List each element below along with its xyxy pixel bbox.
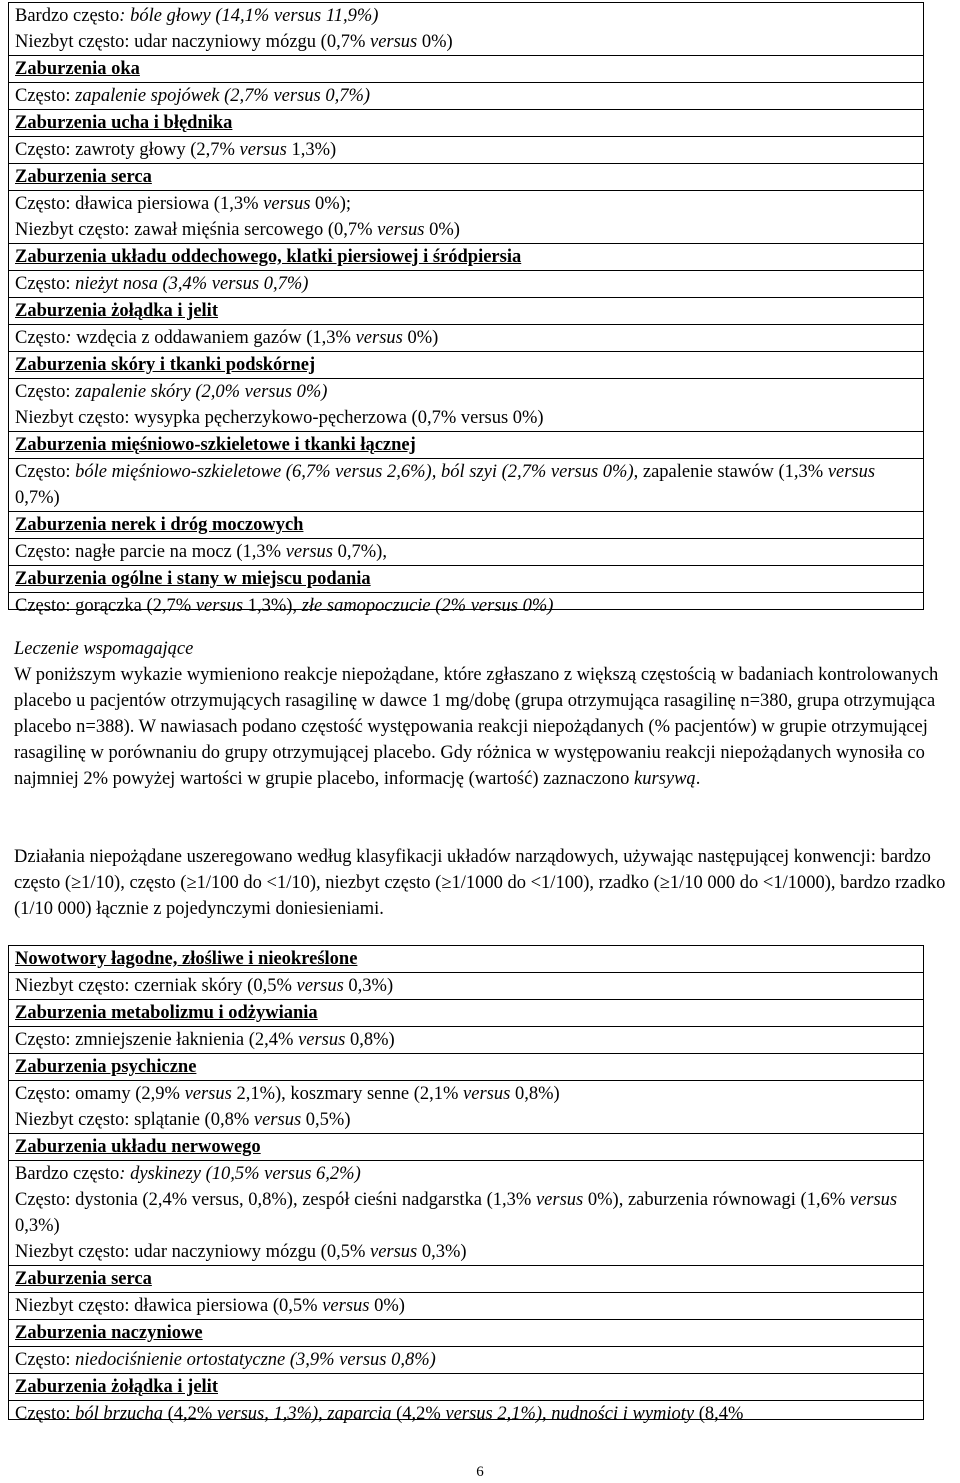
text: 11,9%) [321, 6, 379, 26]
section-lead-heading: Leczenie wspomagające [14, 639, 194, 659]
text: Często: nagłe parcie na mocz (1,3% [15, 542, 286, 562]
table-section-heading: Zaburzenia ogólne i stany w miejscu podania [9, 566, 923, 593]
intro-paragraph [14, 662, 950, 792]
text: 0,3%) [417, 1242, 467, 1262]
text: versus [849, 1190, 898, 1210]
text: 0,7%) [15, 488, 60, 508]
text: 0%) [369, 1296, 405, 1316]
text: Często: [15, 274, 76, 294]
table-row [9, 1401, 923, 1427]
text: versus [285, 542, 333, 562]
table-section-heading: Zaburzenia żołądka i jelit [9, 298, 923, 325]
text: Niezbyt często: wysypka pęcherzykowo-pęcherzowa (0,7% versus 0%) [15, 408, 544, 428]
text: niedociśnienie ortostatyczne (3,9% versus 0,8%) [75, 1350, 436, 1370]
text: Często: dystonia (2,4% versus, 0,8%), zespół cieśni nadgarstka (1,3% [15, 1190, 536, 1210]
text: versus [298, 1030, 346, 1050]
text: ból brzucha [75, 1404, 163, 1424]
text: 0,5%) [301, 1110, 351, 1130]
table-section-heading: Zaburzenia żołądka i jelit [9, 1374, 923, 1401]
text: 0,3%) [15, 1216, 60, 1236]
text: W poniższym wykazie wymieniono reakcje niepożądane, które zgłaszano z większą częstością w badaniach kontrolowanych placebo u pacjentów otrzymujących rasagilinę w dawce 1 mg/dobę (grupa otrzymująca rasagilinę n=380, grupa otrzymująca placebo n=388). W nawiasach podano częstość występowania reakcji niepożądanych (% pacjentów) w grupie otrzymującej rasagilinę w porównaniu do grupy otrzymującej placebo. Gdy różnica w występowaniu reakcji niepożądanych wynosiła co najmniej 2% powyżej wartości w grupie placebo, informację (wartość) zaznaczono [14, 665, 939, 789]
table-row [9, 593, 923, 619]
text: Często: zawroty głowy (2,7% [15, 140, 240, 160]
text: , zapalenie stawów (1,3% [633, 462, 828, 482]
table-section-heading: Zaburzenia metabolizmu i odżywiania [9, 1000, 923, 1027]
text: versus [827, 462, 876, 482]
text: versus [377, 220, 425, 240]
adverse-reactions-table-adjunct [8, 945, 924, 1424]
text: Często: zmniejszenie łaknienia (2,4% [15, 1030, 299, 1050]
text: Często: [15, 1350, 76, 1370]
table-section-heading: Zaburzenia oka [9, 56, 923, 83]
table-row [9, 1081, 923, 1134]
text: Często: omamy (2,9% [15, 1084, 185, 1104]
text: zapalenie skóry (2,0% versus 0%) [75, 382, 328, 402]
table-row [9, 1161, 923, 1266]
text: versus [369, 1242, 418, 1262]
text: (4,2% [391, 1404, 446, 1424]
text: Często: gorączka (2,7% [15, 596, 196, 616]
text: 1,3%), [243, 596, 302, 616]
table-row [9, 325, 923, 352]
text: 0,8%) [510, 1084, 560, 1104]
text: Bardzo często [15, 6, 120, 26]
text: . [695, 769, 701, 789]
table-row [9, 1027, 923, 1054]
table-row [9, 1347, 923, 1374]
text: , [542, 1404, 552, 1424]
table-section-heading: Zaburzenia serca [9, 1266, 923, 1293]
table-row [9, 459, 923, 512]
text: Niezbyt często: czerniak skóry (0,5% [15, 976, 297, 996]
table-row [9, 137, 923, 164]
text: versus [322, 1296, 370, 1316]
text: Często: [15, 86, 76, 106]
page-number: 6 [476, 1464, 484, 1480]
text: wzdęcia z oddawaniem gazów (1,3% [71, 328, 356, 348]
text: Bardzo często [15, 1164, 120, 1184]
table-section-heading: Zaburzenia naczyniowe [9, 1320, 923, 1347]
table-row [9, 3, 923, 56]
text: 0%) [424, 220, 460, 240]
text: bóle mięśniowo-szkieletowe (6,7% versus 2,6%), ból szyi (2,7% versus 0%) [75, 462, 634, 482]
text: versus [273, 6, 322, 26]
text: versus [355, 328, 403, 348]
text: versus [296, 976, 344, 996]
table-row [9, 271, 923, 298]
text: Niezbyt często: udar naczyniowy mózgu (0,5% [15, 1242, 370, 1262]
text: : bóle głowy (14,1% [119, 6, 274, 26]
text: Często [15, 328, 66, 348]
text: Często: [15, 1404, 76, 1424]
table-section-heading: Zaburzenia skóry i tkanki podskórnej [9, 352, 923, 379]
text: kursywą [634, 769, 696, 789]
table-row [9, 1293, 923, 1320]
text: versus [463, 1084, 511, 1104]
text: 0%) [402, 328, 439, 348]
text: versus [184, 1084, 232, 1104]
text: versus [195, 596, 244, 616]
table-section-heading: Nowotwory łagodne, złośliwe i nieokreślone [9, 946, 923, 973]
text: versus, 1,3%) [216, 1404, 319, 1424]
text: 0%) [417, 32, 453, 52]
text: 1,3%) [286, 140, 337, 160]
text: Niezbyt często: udar naczyniowy mózgu (0,7% [15, 32, 370, 52]
table-section-heading: Zaburzenia serca [9, 164, 923, 191]
text: zaparcia [327, 1404, 392, 1424]
table-section-heading: Zaburzenia układu nerwowego [9, 1134, 923, 1161]
text: 0,7%), [333, 542, 387, 562]
text: : [65, 328, 72, 348]
adverse-reactions-table-monotherapy [8, 2, 924, 616]
text: versus [369, 32, 418, 52]
table-row [9, 379, 923, 432]
table-row [9, 973, 923, 1000]
text: versus 2,1%) [445, 1404, 543, 1424]
text: zapalenie spojówek (2,7% versus 0,7%) [75, 86, 371, 106]
text: Często: dławica piersiowa (1,3% [15, 194, 264, 214]
table-section-heading: Zaburzenia nerek i dróg moczowych [9, 512, 923, 539]
text: złe samopoczucie (2% versus 0%) [301, 596, 554, 616]
text: 2,1%), koszmary senne (2,1% [231, 1084, 464, 1104]
text: 0%), zaburzenia równowagi (1,6% [583, 1190, 850, 1210]
text: Niezbyt często: zawał mięśnia sercowego (0,7% [15, 220, 378, 240]
text: 0,8%) [345, 1030, 395, 1050]
text: Często: [15, 382, 76, 402]
text: nieżyt nosa (3,4% versus 0,7%) [75, 274, 309, 294]
text: Często: [15, 462, 76, 482]
frequency-convention-paragraph: Działania niepożądane uszeregowano według klasyfikacji układów narządowych, używając następującej konwencji: bardzo często (≥1/10), często (≥1/100 do <1/10), niezbyt często (≥1/1000 do <1/100), rzadko (≥1/10 000 do <1/1000), bardzo rzadko (1/10 000) łącznie z pojedynczymi doniesieniami. [14, 847, 946, 919]
text: 0,3%) [343, 976, 394, 996]
text: (8,4% [694, 1404, 744, 1424]
table-section-heading: Zaburzenia psychiczne [9, 1054, 923, 1081]
text: versus [263, 194, 311, 214]
table-row [9, 191, 923, 244]
table-row [9, 539, 923, 566]
text: Niezbyt często: dławica piersiowa (0,5% [15, 1296, 323, 1316]
text: nudności i wymioty [551, 1404, 695, 1424]
text: versus [239, 140, 287, 160]
text: 0%); [310, 194, 352, 214]
text: (4,2% [163, 1404, 217, 1424]
text: versus [253, 1110, 302, 1130]
text: : dyskinezy (10,5% versus 6,2%) [119, 1164, 361, 1184]
text: Niezbyt często: splątanie (0,8% [15, 1110, 254, 1130]
table-row [9, 83, 923, 110]
text: , [318, 1404, 328, 1424]
table-section-heading: Zaburzenia mięśniowo-szkieletowe i tkanki łącznej [9, 432, 923, 459]
table-section-heading: Zaburzenia ucha i błędnika [9, 110, 923, 137]
table-section-heading: Zaburzenia układu oddechowego, klatki piersiowej i śródpiersia [9, 244, 923, 271]
text: versus [535, 1190, 584, 1210]
